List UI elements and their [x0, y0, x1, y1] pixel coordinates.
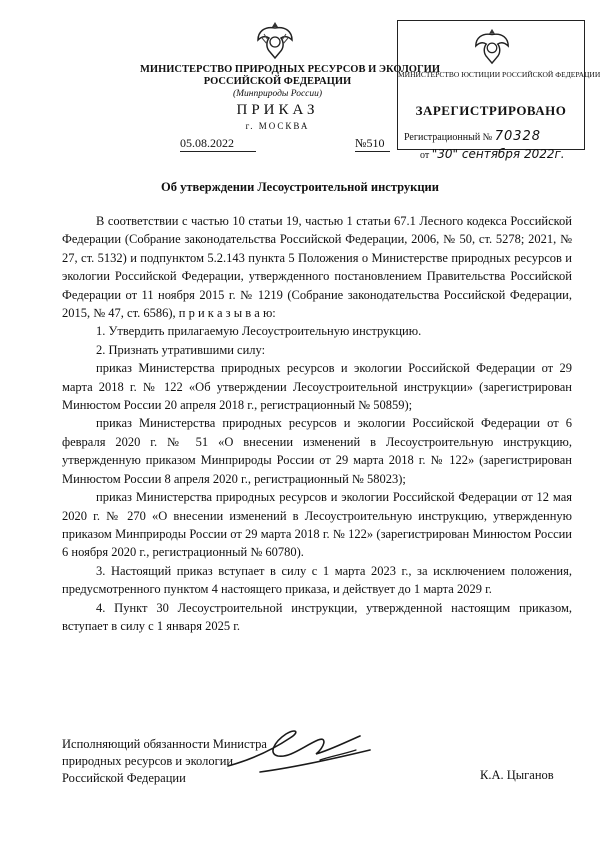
body-paragraph: приказ Министерства природных ресурсов и экологии Российской Федерации от 12 мая 2020 г. № 270 «О внесении изменений в Лесоустроительную инструкцию, утвержденную приказом Минприроды России от 29 марта 2018 г. № 122» (зарегистрирован Минюстом России 6 ноября 2020 г., регистрационный № 60780). [62, 490, 572, 560]
position-line2: природных ресурсов и экологии [62, 754, 234, 768]
stamp-from-label: от [420, 150, 430, 161]
body-paragraph: 1. Утвердить прилагаемую Лесоустроительную инструкцию. [96, 324, 422, 339]
ministry-name-line1: МИНИСТЕРСТВО ПРИРОДНЫХ РЕСУРСОВ И ЭКОЛОГИИ [140, 64, 440, 75]
stamp-registered: ЗАРЕГИСТРИРОВАНО [415, 103, 567, 118]
signatory-name: К.А. Цыганов [480, 768, 554, 782]
stamp-date-line [420, 147, 565, 161]
body-paragraph: 3. Настоящий приказ вступает в силу с 1 марта 2023 г., за исключением положения, предусмотренного пунктом 4 настоящего приказа, и действует до 1 марта 2029 г. [62, 563, 572, 597]
position-line1: Исполняющий обязанности Министра [62, 737, 267, 751]
body-paragraph: приказ Министерства природных ресурсов и экологии Российской Федерации от 6 февраля 2020 г. № 51 «О внесении изменений в Лесоустроительную инструкцию, утвержденную приказом Минприроды России от 29 марта 2018 г. № 122» (зарегистрирован Минюстом России 8 апреля 2020 г., регистрационный № 58023); [62, 416, 572, 486]
doc-date: 05.08.2022 [180, 136, 256, 152]
handwritten-signature [220, 720, 390, 780]
stamp-reg-label: Регистрационный № [404, 132, 493, 143]
position-line3: Российской Федерации [62, 771, 186, 785]
body-paragraph: 2. Признать утратившими силу: [96, 342, 266, 357]
stamp-reg-number: 70328 [494, 129, 542, 144]
stamp-ministry: МИНИСТЕРСТВО ЮСТИЦИИ РОССИЙСКОЙ ФЕДЕРАЦИИ [398, 70, 600, 79]
doc-body [62, 212, 572, 635]
body-paragraph: 4. Пункт 30 Лесоустроительной инструкции, утвержденной настоящим приказом, вступает в силу с 1 января 2025 г. [62, 600, 572, 633]
ministry-name-line2: РОССИЙСКОЙ ФЕДЕРАЦИИ [203, 76, 352, 87]
stamp-reg-line [404, 129, 541, 144]
stamp-reg-date: "30" сентября 2022г. [431, 147, 565, 161]
doc-number: №510 [355, 136, 390, 152]
city: г. МОСКВА [245, 121, 310, 131]
stamp-emblem-icon [472, 25, 512, 67]
body-paragraph: приказ Министерства природных ресурсов и экологии Российской Федерации от 29 марта 2018 г. № 122 «Об утверждении Лесоустроительной инструкции» (зарегистрирован Минюстом России 20 апреля 2018 г., регистрационный № 50859); [62, 361, 572, 413]
ministry-short-name: (Минприроды России) [232, 89, 323, 99]
emblem-icon [254, 18, 296, 62]
registration-stamp [397, 20, 600, 161]
doc-title: Об утверждении Лесоустроительной инструкции [161, 180, 439, 194]
doc-type: ПРИКАЗ [236, 102, 319, 118]
body-paragraph: В соответствии с частью 10 статьи 19, частью 1 статьи 67.1 Лесного кодекса Российской Федерации (Собрание законодательства Российской Федерации, 2006, № 50, ст. 5278; 2021, № 27, ст. 5132) и подпунктом 5.2.143 пункта 5 Положения о Министерстве природных ресурсов и экологии Российской Федерации, утвержденного постановлением Правительства Российской Федерации от 11 ноября 2015 г. № 1219 (Собрание законодательства Российской Федерации, 2015, № 47, ст. 6586), п р и к а з ы в а ю: [62, 214, 572, 321]
